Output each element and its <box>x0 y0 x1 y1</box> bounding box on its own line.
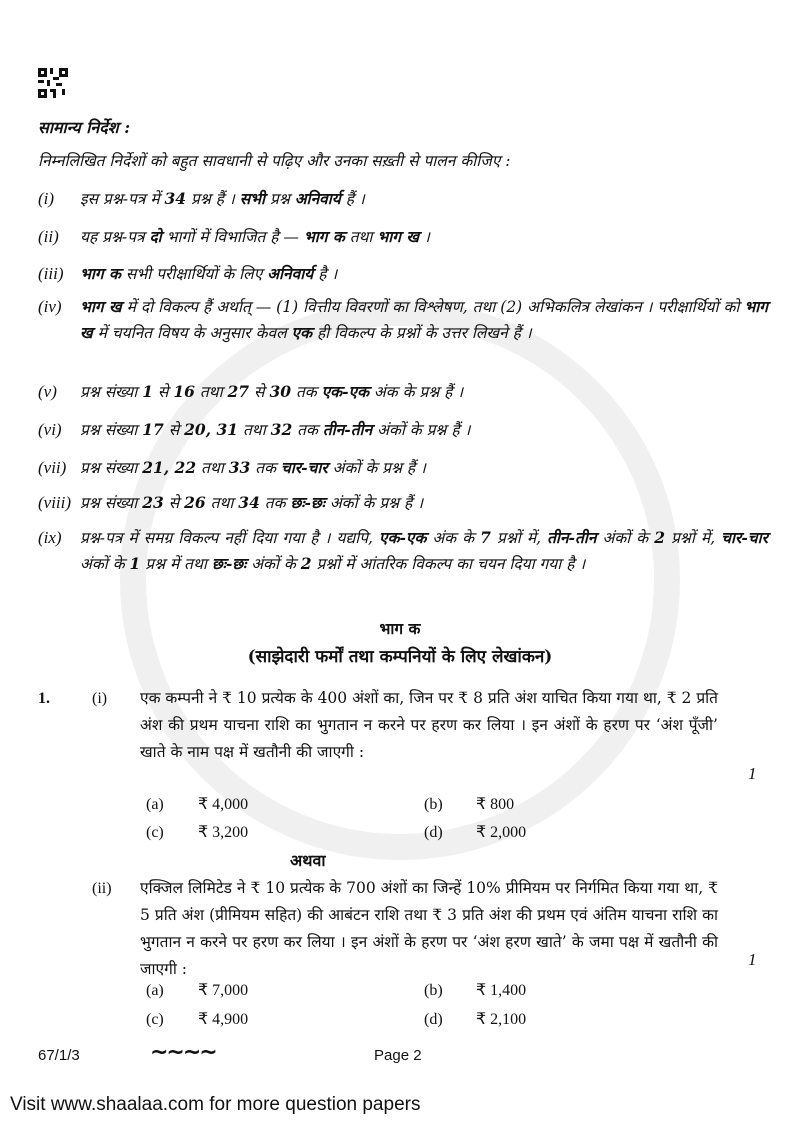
instruction-text: प्रश्न संख्या 1 से 16 तथा 27 से 30 तक एक-एक अंक के प्रश्न हैं । <box>80 382 464 401</box>
instruction-text: प्रश्न संख्या 21, 22 तथा 33 तक चार-चार अंकों के प्रश्न हैं । <box>80 458 426 477</box>
question-text: एक कम्पनी ने ₹ 10 प्रत्येक के 400 अंशों का, जिन पर ₹ 8 प्रति अंश याचित किया गया था, ₹ 2 प्रति अंश की प्रथम याचना राशि का भुगतान न करने पर हरण कर लिया । इन अंशों के हरण पर ‘अंश पूँजी’ खाते के नाम पक्ष में खतौनी की जाएगी : <box>140 689 718 761</box>
instruction-number: (i) <box>38 189 55 208</box>
instruction-item <box>38 490 768 516</box>
instruction-text: भाग ख में दो विकल्प हैं अर्थात् — (1) वित्तीय विवरणों का विश्लेषण, तथा (2) अभिकलित्र लेखांकन । परीक्षार्थियों को भाग ख में चयनित विषय के अनुसार केवल एक ही विकल्प के प्रश्नों के उत्तर लिखने हैं । <box>80 297 768 342</box>
instruction-number: (v) <box>38 382 57 401</box>
instruction-number: (vii) <box>38 458 67 477</box>
instruction-item <box>38 261 768 287</box>
question-number: 1. <box>38 690 50 707</box>
option-label: (a) <box>146 796 164 813</box>
option-label: (b) <box>424 796 443 813</box>
instruction-text: प्रश्न-पत्र में समग्र विकल्प नहीं दिया गया है । यद्यपि, एक-एक अंक के 7 प्रश्नों में, तीन-तीन अंकों के 2 प्रश्नों में, चार-चार अंकों के 1 प्रश्न में तथा छः-छः अंकों के 2 प्रश्नों में आंतरिक विकल्प का चयन दिया गया है । <box>80 528 768 573</box>
instruction-number: (viii) <box>38 493 72 512</box>
option-value: ₹ 800 <box>476 796 515 813</box>
instruction-number: (vi) <box>38 420 62 439</box>
option-value: ₹ 2,100 <box>476 1011 527 1028</box>
instruction-text: यह प्रश्न-पत्र दो भागों में विभाजित है — भाग क तथा भाग ख । <box>80 227 430 246</box>
option-c <box>146 1009 248 1029</box>
instruction-text: इस प्रश्न-पत्र में 34 प्रश्न हैं । सभी प्रश्न अनिवार्य हैं । <box>80 189 365 208</box>
instruction-item <box>38 525 768 577</box>
option-a <box>146 980 248 1000</box>
instruction-item <box>38 186 768 212</box>
instruction-text: प्रश्न संख्या 17 से 20, 31 तथा 32 तक तीन-तीन अंकों के प्रश्न हैं । <box>80 420 471 439</box>
subquestion-number: (i) <box>92 690 108 707</box>
instruction-item <box>38 224 768 250</box>
part-title: भाग क <box>379 619 421 638</box>
question-marks: 1 <box>748 950 757 969</box>
instruction-number: (ii) <box>38 227 59 246</box>
instruction-number: (ix) <box>38 528 62 547</box>
instruction-item <box>38 455 768 481</box>
or-separator: अथवा <box>290 851 326 870</box>
option-value: ₹ 1,400 <box>476 982 527 999</box>
instruction-text: भाग क सभी परीक्षार्थियों के लिए अनिवार्य है । <box>80 264 338 283</box>
visit-banner-link[interactable]: Visit www.shaalaa.com for more question papers <box>10 1094 421 1115</box>
option-label: (a) <box>146 982 164 999</box>
instruction-item <box>38 379 768 405</box>
option-b <box>424 794 514 814</box>
option-a <box>146 794 248 814</box>
option-value: ₹ 2,000 <box>476 824 527 841</box>
option-label: (b) <box>424 982 443 999</box>
qr-code-icon <box>38 68 68 98</box>
page-number: Page 2 <box>374 1047 422 1064</box>
instruction-item <box>38 294 768 346</box>
option-value: ₹ 4,000 <box>198 796 249 813</box>
subquestion-number: (ii) <box>92 880 112 897</box>
option-value: ₹ 7,000 <box>198 982 249 999</box>
option-value: ₹ 3,200 <box>198 824 249 841</box>
general-instructions-title: सामान्य निर्देश : <box>38 118 131 137</box>
option-c <box>146 822 248 842</box>
instruction-text: प्रश्न संख्या 23 से 26 तथा 34 तक छः-छः अंकों के प्रश्न हैं । <box>80 493 424 512</box>
instruction-number: (iii) <box>38 264 64 283</box>
instruction-item <box>38 417 768 443</box>
option-value: ₹ 4,900 <box>198 1011 249 1028</box>
instructions-intro: निम्नलिखित निर्देशों को बहुत सावधानी से पढ़िए और उनका सख़्ती से पालन कीजिए : <box>38 152 511 170</box>
paper-code: 67/1/3 <box>38 1047 80 1064</box>
option-label: (c) <box>146 824 164 841</box>
option-label: (d) <box>424 824 443 841</box>
part-subtitle: (साझेदारी फर्मों तथा कम्पनियों के लिए लेखांकन) <box>247 647 553 667</box>
question-text: एक्जिल लिमिटेड ने ₹ 10 प्रत्येक के 700 अंशों का जिन्हें 10% प्रीमियम पर निर्गमित किया गया था, ₹ 5 प्रति अंश (प्रीमियम सहित) की आबंटन राशि तथा ₹ 3 प्रति अंश की प्रथम एवं अंतिम याचना राशि का भुगतान न करने पर हरण कर लिया । इन अंशों के हरण पर ‘अंश हरण खाते’ के जमा पक्ष में खतौनी की जाएगी : <box>140 879 718 978</box>
option-d <box>424 1009 526 1029</box>
question-marks: 1 <box>748 764 757 783</box>
option-label: (c) <box>146 1011 164 1028</box>
option-label: (d) <box>424 1011 443 1028</box>
option-d <box>424 822 526 842</box>
tilde-ornament: ~~~~ <box>150 1040 216 1065</box>
instruction-number: (iv) <box>38 297 62 316</box>
option-b <box>424 980 526 1000</box>
